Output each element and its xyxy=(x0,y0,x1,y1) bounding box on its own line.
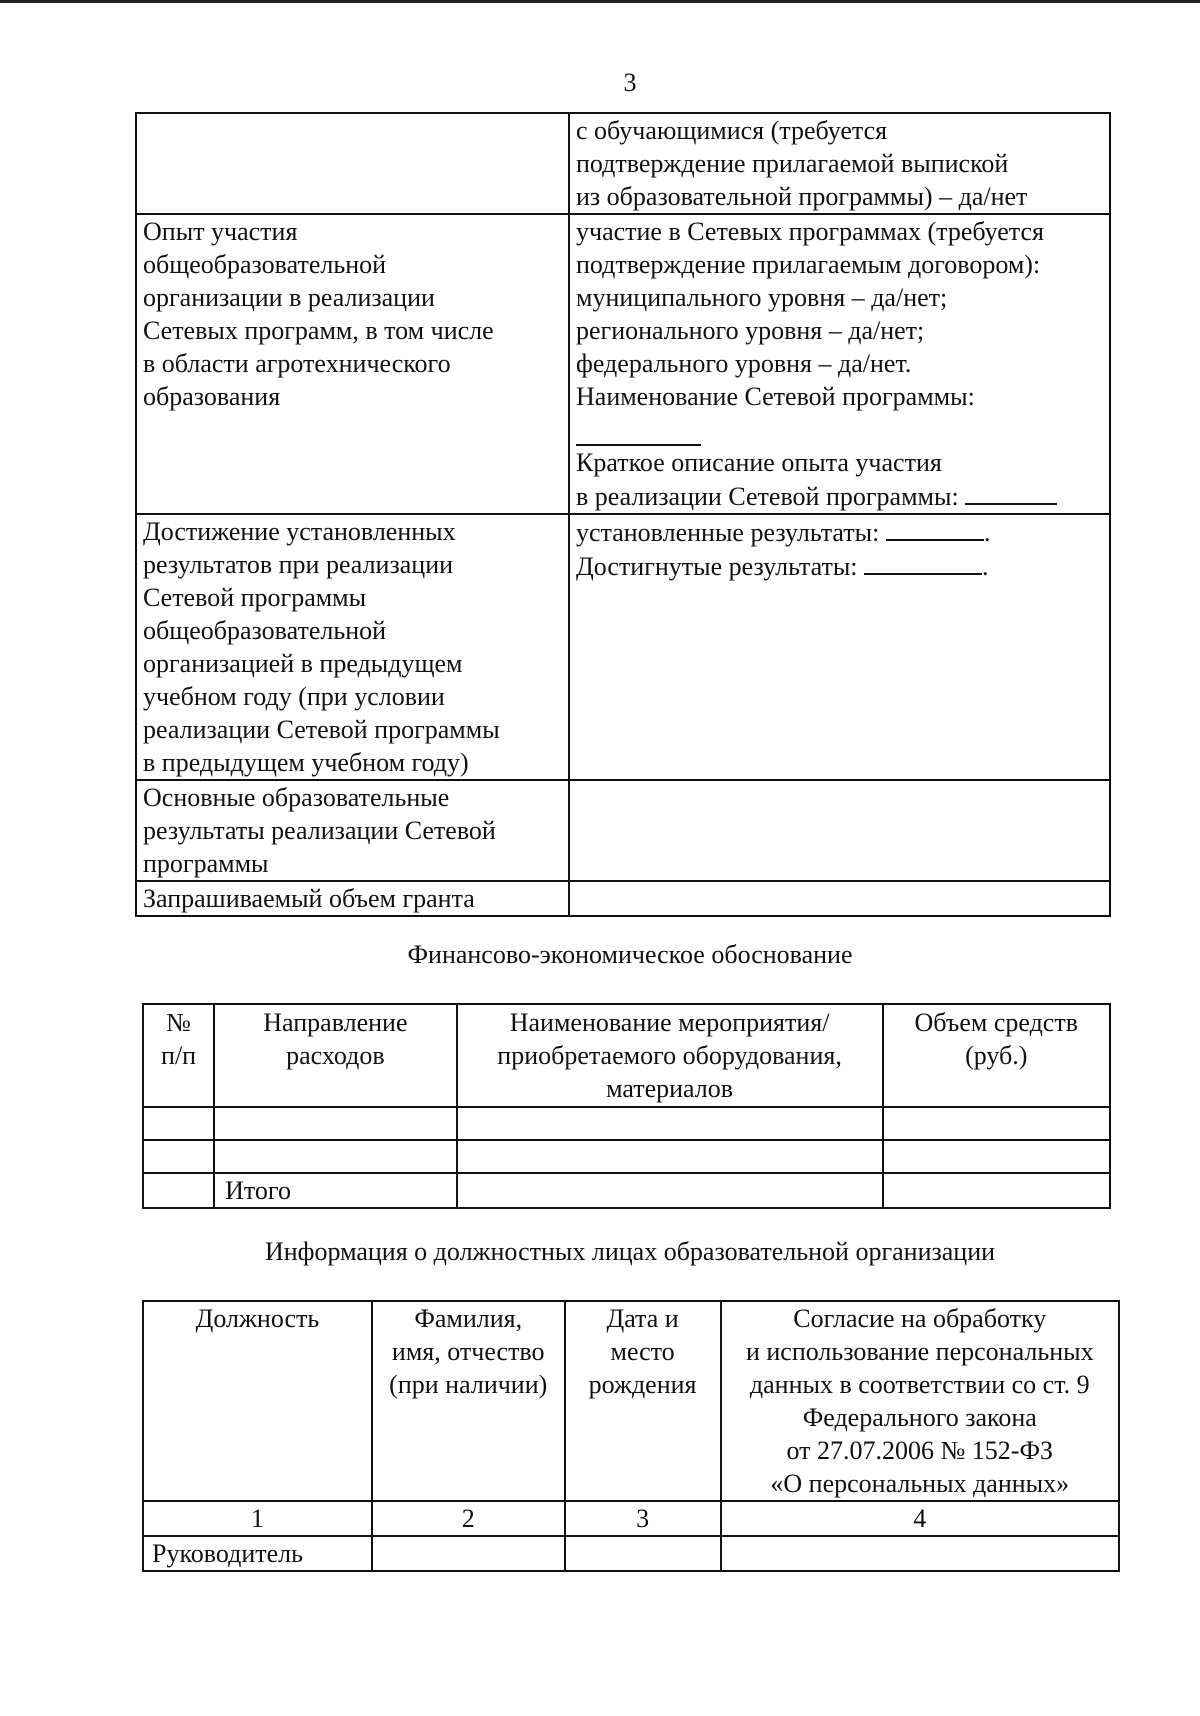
row-label xyxy=(136,514,569,780)
period: . xyxy=(983,518,991,547)
officials-table xyxy=(142,1300,1120,1572)
text-line: организацией в предыдущем xyxy=(143,649,463,678)
top-border-line xyxy=(0,0,1200,3)
header-line: Дата и xyxy=(606,1304,679,1333)
table-cell xyxy=(214,1107,457,1140)
header-line: расходов xyxy=(286,1041,385,1070)
text-line: Краткое описание опыта участия xyxy=(576,448,942,477)
table-cell xyxy=(883,1140,1110,1173)
text-line: результаты реализации Сетевой xyxy=(143,816,496,845)
text-line: из образовательной программы) – да/нет xyxy=(576,182,1028,211)
header-line: № xyxy=(166,1008,191,1037)
header-line: Согласие на обработку xyxy=(793,1304,1047,1333)
row-value xyxy=(569,780,1110,881)
row-value xyxy=(569,514,1110,780)
table-row xyxy=(136,113,1110,214)
row-value xyxy=(569,214,1110,514)
header-line: приобретаемого оборудования, xyxy=(497,1041,842,1070)
text-line: подтверждение прилагаемой выпиской xyxy=(576,149,1009,178)
text-line: результатов при реализации xyxy=(143,550,454,579)
total-label: Итого xyxy=(214,1173,457,1208)
header-line: место xyxy=(610,1337,675,1366)
column-header xyxy=(214,1004,457,1107)
header-line: «О персональных данных» xyxy=(770,1469,1070,1498)
column-header xyxy=(883,1004,1110,1107)
text-line: общеобразовательной xyxy=(143,616,387,645)
table-cell xyxy=(143,1107,214,1140)
text-line: участие в Сетевых программах (требуется xyxy=(576,217,1044,246)
text-line: Достигнутые результаты: xyxy=(576,552,858,581)
officials-section-title: Информация о должностных лицах образовательной организации xyxy=(264,1237,996,1266)
finance-table xyxy=(142,1003,1111,1209)
fill-in-blank xyxy=(864,549,982,575)
column-number: 3 xyxy=(565,1501,721,1536)
column-header xyxy=(372,1301,565,1501)
text-line: в предыдущем учебном году) xyxy=(143,748,469,777)
text-line: федерального уровня – да/нет. xyxy=(576,349,912,378)
header-line: Должность xyxy=(195,1304,320,1333)
header-line: имя, отчество xyxy=(391,1337,545,1366)
table-cell xyxy=(883,1173,1110,1208)
text-line: программы xyxy=(143,849,269,878)
text-line: установленные результаты: xyxy=(576,518,880,547)
text-line: Сетевых программ, в том числе xyxy=(143,316,494,345)
table-row xyxy=(143,1140,1110,1173)
header-line: и использование персональных xyxy=(745,1337,1094,1366)
column-header xyxy=(565,1301,721,1501)
text-line: учебном году (при условии xyxy=(143,682,445,711)
table-row xyxy=(143,1536,1119,1571)
table-header-row xyxy=(143,1301,1119,1501)
table-cell xyxy=(721,1536,1119,1571)
table-row xyxy=(136,881,1110,916)
text-line: в области агротехнического xyxy=(143,349,451,378)
header-line: Объем средств xyxy=(914,1008,1078,1037)
total-row xyxy=(143,1173,1110,1208)
column-header xyxy=(721,1301,1119,1501)
text-line: с обучающимися (требуется xyxy=(576,116,888,145)
table-cell xyxy=(372,1536,565,1571)
header-line: (при наличии) xyxy=(389,1370,548,1399)
row-value xyxy=(569,881,1110,916)
text-line: Основные образовательные xyxy=(143,783,450,812)
text-line: Сетевой программы xyxy=(143,583,367,612)
table-cell xyxy=(143,1140,214,1173)
position-cell: Руководитель xyxy=(143,1536,372,1571)
fill-in-blank xyxy=(576,424,701,446)
text-line: муниципального уровня – да/нет; xyxy=(576,283,948,312)
header-line: данных в соответствии со ст. 9 xyxy=(749,1370,1090,1399)
text-line: образования xyxy=(143,382,281,411)
table-cell xyxy=(457,1140,883,1173)
text-line: Опыт участия xyxy=(143,217,298,246)
header-line: (руб.) xyxy=(965,1041,1028,1070)
row-label: Запрашиваемый объем гранта xyxy=(136,881,569,916)
table-cell xyxy=(214,1140,457,1173)
header-line: Направление xyxy=(263,1008,408,1037)
table-row xyxy=(143,1107,1110,1140)
row-label xyxy=(136,780,569,881)
column-header xyxy=(143,1004,214,1107)
column-number: 1 xyxy=(143,1501,372,1536)
text-line: Наименование Сетевой программы: xyxy=(576,382,975,411)
column-header xyxy=(457,1004,883,1107)
fill-in-blank xyxy=(965,479,1057,505)
table-cell xyxy=(565,1536,721,1571)
header-line: Федерального закона xyxy=(802,1403,1037,1432)
table-cell xyxy=(883,1107,1110,1140)
table-cell xyxy=(457,1173,883,1208)
header-line: рождения xyxy=(588,1370,697,1399)
text-line: организации в реализации xyxy=(143,283,435,312)
text-line: общеобразовательной xyxy=(143,250,387,279)
text-line: регионального уровня – да/нет; xyxy=(576,316,925,345)
column-number-row xyxy=(143,1501,1119,1536)
grant-application-table xyxy=(135,112,1111,917)
table-cell xyxy=(457,1107,883,1140)
header-line: Фамилия, xyxy=(414,1304,523,1333)
text-line: Достижение установленных xyxy=(143,517,456,546)
page-number: 3 xyxy=(623,68,637,97)
table-row xyxy=(136,780,1110,881)
header-line: материалов xyxy=(606,1074,734,1103)
text-line: подтверждение прилагаемым договором): xyxy=(576,250,1041,279)
row-label xyxy=(136,113,569,214)
header-line: п/п xyxy=(161,1041,197,1070)
header-line: Наименование мероприятия/ xyxy=(509,1008,830,1037)
finance-section-title: Финансово-экономическое обоснование xyxy=(407,940,853,969)
text-line: реализации Сетевой программы xyxy=(143,715,500,744)
column-number: 2 xyxy=(372,1501,565,1536)
table-header-row xyxy=(143,1004,1110,1107)
table-row xyxy=(136,514,1110,780)
header-line: от 27.07.2006 № 152-ФЗ xyxy=(786,1436,1054,1465)
row-value xyxy=(569,113,1110,214)
fill-in-blank xyxy=(886,515,984,541)
row-label xyxy=(136,214,569,514)
column-header xyxy=(143,1301,372,1501)
text-line: в реализации Сетевой программы: xyxy=(576,482,959,511)
table-row xyxy=(136,214,1110,514)
table-cell xyxy=(143,1173,214,1208)
column-number: 4 xyxy=(721,1501,1119,1536)
period: . xyxy=(982,552,989,581)
